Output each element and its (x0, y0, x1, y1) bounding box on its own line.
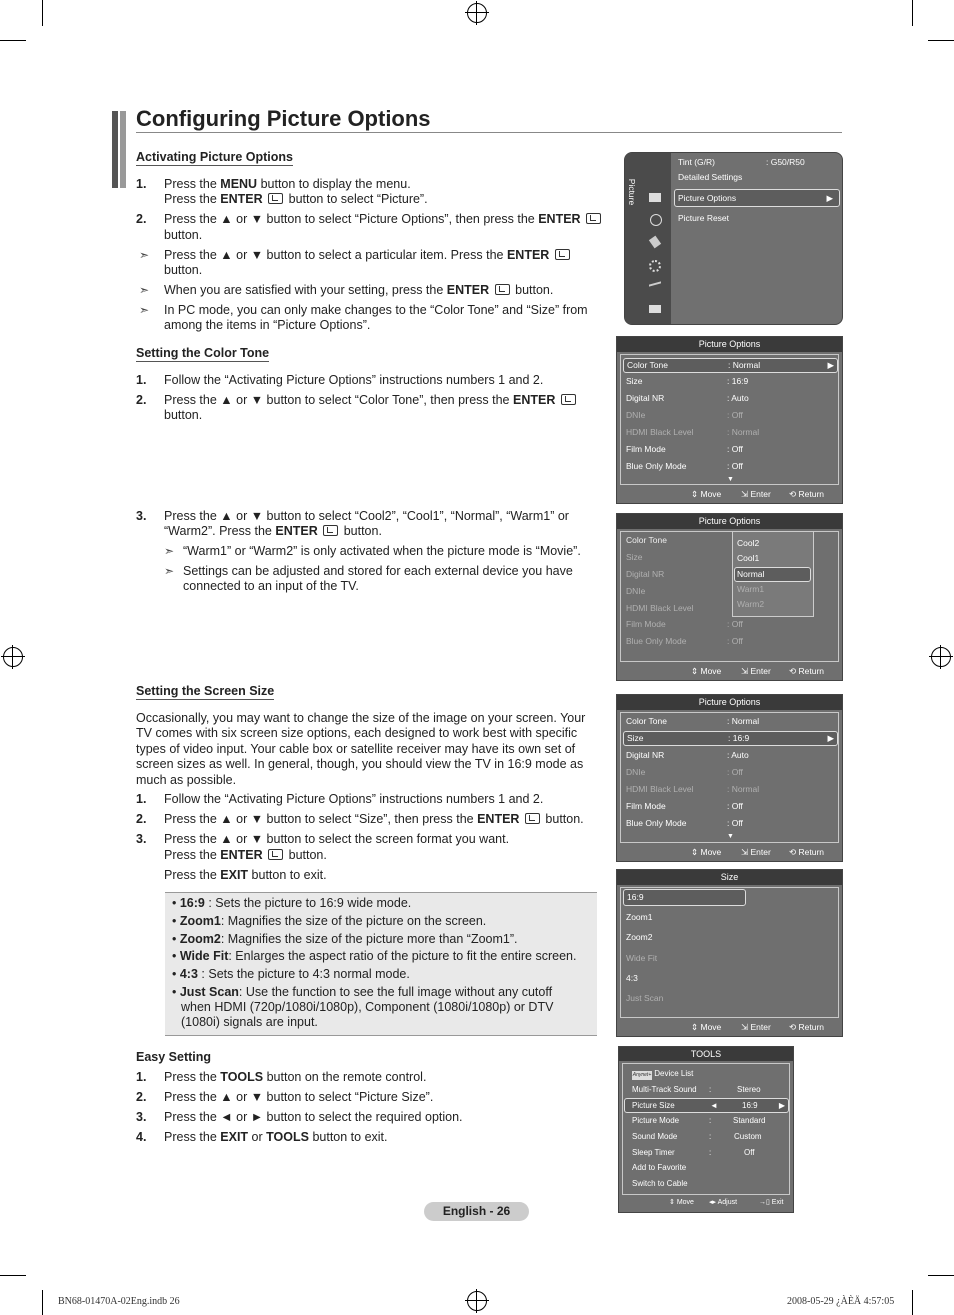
osd-row-label: Color Tone (626, 716, 667, 726)
registration-mark-icon (3, 647, 23, 667)
step-number: 2. (136, 1090, 147, 1104)
step-text: Follow the “Activating Picture Options” instructions numbers 1 and 2. (164, 792, 544, 806)
note-text: In PC mode, you can only make changes to the “Color Tone” and “Size” from (164, 303, 588, 317)
osd-footer: ⇕ Move ⇲ Enter ⟲ Return (691, 847, 824, 857)
step-number: 1. (136, 177, 147, 191)
enter-icon (525, 813, 540, 824)
bullet-item: • Zoom1: Magnifies the size of the picture on the screen. (172, 914, 487, 928)
osd-row-value: : Auto (727, 393, 749, 403)
osd-row-value: : Off (727, 444, 743, 454)
section-heading: Setting the Color Tone (136, 346, 270, 360)
osd-row-value: : Normal (727, 427, 760, 437)
note-arrow-icon: ➣ (164, 564, 175, 578)
osd-row-label[interactable]: Switch to Cable (632, 1179, 688, 1188)
step-number: 3. (136, 1110, 147, 1124)
anynet-logo-icon: Anynet+ (632, 1072, 652, 1078)
bullet-item: • Just Scan: Use the function to see the full image without any cutoff (172, 985, 553, 999)
step-number: 3. (136, 832, 147, 846)
note-arrow-icon: ➣ (139, 248, 150, 262)
right-arrow-icon: ▶ (778, 1101, 785, 1110)
paragraph-line: types of video input. Your cable box or satellite receiver may have its own set of (136, 742, 576, 756)
right-arrow-icon: ▶ (827, 733, 834, 743)
crop-mark (42, 0, 43, 26)
title-bar-accent (120, 111, 126, 188)
note-text: Press the ▲ or ▼ button to select a particular item. Press the ENTER (164, 248, 572, 264)
osd-row-value: Standard (733, 1116, 766, 1125)
size-option-selected[interactable]: 16:9 (623, 889, 746, 906)
crop-mark (928, 40, 954, 41)
osd-selected-row[interactable]: Size : 16:9 ▶ (623, 731, 838, 746)
step-number: 3. (136, 509, 147, 523)
osd-row-label: Detailed Settings (678, 172, 743, 182)
osd-row-label: Multi-Track Sound (632, 1085, 697, 1094)
page-title: Configuring Picture Options (136, 106, 431, 131)
osd-sidebar-label: Picture (627, 178, 638, 206)
osd-row-label: Blue Only Mode (626, 461, 687, 471)
osd-row-label: Digital NR (626, 569, 665, 579)
osd-picture-options (616, 336, 843, 504)
step-text: Follow the “Activating Picture Options” instructions numbers 1 and 2. (164, 373, 544, 387)
right-arrow-icon: ▶ (826, 193, 833, 203)
application-menu-icon (649, 305, 661, 313)
bullet-item: • Wide Fit: Enlarges the aspect ratio of the picture to fit the entire screen. (172, 949, 577, 963)
step-text: Press the ENTER button. (164, 848, 327, 862)
osd-row-label: HDMI Black Level (626, 603, 694, 613)
bullet-item: • Zoom2: Magnifies the size of the picture more than “Zoom1”. (172, 932, 518, 946)
step-text: Press the EXIT button to exit. (164, 868, 327, 882)
note-text: Settings can be adjusted and stored for each external device you have (183, 564, 573, 578)
osd-row-label: Color Tone (626, 535, 667, 545)
osd-row-sep: : (709, 1116, 712, 1125)
osd-row-label: Blue Only Mode (626, 636, 687, 646)
osd-row-sep: : (709, 1085, 712, 1094)
registration-mark-icon (467, 1291, 487, 1311)
osd-row-value: : Off (727, 619, 743, 629)
enter-icon (268, 193, 283, 204)
osd-row-label: Sleep Timer (632, 1148, 675, 1157)
step-number: 2. (136, 212, 147, 226)
step-text: Press the ◄ or ► button to select the required option. (164, 1110, 463, 1124)
osd-footer: ⇕ Move ⇲ Enter ⟲ Return (691, 1022, 824, 1032)
osd-row-sep: : (709, 1148, 712, 1157)
scroll-down-icon: ▼ (727, 476, 734, 483)
osd-row-value: : Normal (727, 784, 760, 794)
osd-row-value: : 16:9 (727, 376, 749, 386)
note-arrow-icon: ➣ (139, 303, 150, 317)
osd-row-value: Off (744, 1148, 755, 1157)
step-text: Press the ▲ or ▼ button to select “Size”, then press the ENTER button. (164, 812, 584, 826)
device-list-row[interactable]: Anynet+ Device List (632, 1069, 694, 1078)
osd-row-label: HDMI Black Level (626, 784, 694, 794)
osd-row-value: : Off (727, 461, 743, 471)
osd-row-label: Film Mode (626, 801, 666, 811)
step-text: Press the MENU button to display the menu. (164, 177, 411, 191)
registration-mark-icon (467, 3, 487, 23)
dropdown-option[interactable]: Cool2 (737, 538, 760, 548)
osd-tools (618, 1046, 794, 1213)
size-option[interactable]: Zoom2 (626, 932, 653, 942)
step-text: Press the ▲ or ▼ button to select the screen format you want. (164, 832, 510, 846)
section-heading: Easy Setting (136, 1050, 212, 1064)
osd-picture-menu (624, 152, 843, 325)
size-option[interactable]: Wide Fit (626, 953, 658, 963)
osd-selected-row[interactable]: Picture Size ◄ 16:9 ▶ (624, 1098, 789, 1113)
osd-row-value: : Auto (727, 750, 749, 760)
osd-size (616, 869, 843, 1037)
print-slug-left: BN68-01470A-02Eng.indb 26 (58, 1296, 180, 1307)
crop-mark (912, 1290, 913, 1315)
osd-row-label: Digital NR (626, 750, 665, 760)
osd-row-value: Custom (734, 1132, 762, 1141)
section-heading: Activating Picture Options (136, 150, 293, 164)
osd-row-label[interactable]: Add to Favorite (632, 1163, 687, 1172)
title-bar-accent (112, 111, 118, 188)
step-number: 4. (136, 1130, 147, 1144)
step-number: 1. (136, 1070, 147, 1084)
bullet-item: when HDMI (720p/1080i/1080p), Component (1080i/1080p) or DTV (181, 1000, 554, 1014)
osd-row-label: Film Mode (626, 444, 666, 454)
osd-row-label: Digital NR (626, 393, 665, 403)
note-text: “Warm1” or “Warm2” is only activated when the picture mode is “Movie”. (183, 544, 581, 558)
enter-icon (561, 394, 576, 405)
paragraph-line: TV comes with six screen size options, each designed to work best with specific (136, 726, 578, 740)
registration-mark-icon (931, 647, 951, 667)
crop-mark (42, 1290, 43, 1315)
step-text: Press the ▲ or ▼ button to select “Picture Size”. (164, 1090, 434, 1104)
note-text: connected to an input of the TV. (183, 579, 359, 593)
dropdown-option[interactable]: Warm2 (737, 599, 765, 609)
osd-selected-row[interactable]: Picture Options ▶ (674, 189, 840, 207)
page-number: English - 26 (424, 1202, 529, 1221)
dropdown-option-selected[interactable]: Normal (734, 567, 811, 582)
setup-gear-icon (649, 260, 661, 272)
note-text: When you are satisfied with your setting, press the ENTER button. (164, 283, 554, 297)
note-text: button. (164, 263, 203, 277)
osd-row-label: DNIe (626, 410, 646, 420)
osd-row-value: : Off (727, 410, 743, 420)
note-arrow-icon: ➣ (164, 544, 175, 558)
osd-footer: ⇕ Move ⇲ Enter ⟲ Return (691, 489, 824, 499)
enter-icon (268, 849, 283, 860)
picture-menu-icon (649, 193, 661, 202)
osd-footer: ⇕ Move ⇲ Enter ⟲ Return (691, 666, 824, 676)
title-rule (136, 132, 842, 133)
osd-row-value: : Off (727, 801, 743, 811)
section-heading: Setting the Screen Size (136, 684, 275, 698)
osd-title: Size (617, 870, 842, 885)
osd-row-label: Picture Mode (632, 1116, 680, 1125)
paragraph-line: much as possible. (136, 773, 237, 787)
osd-title: TOOLS (619, 1047, 793, 1061)
osd-color-tone (616, 513, 843, 681)
crop-mark (0, 40, 26, 41)
enter-icon (586, 213, 601, 224)
osd-row-value: : G50/R50 (766, 157, 805, 167)
step-number: 1. (136, 373, 147, 387)
step-text: Press the ▲ or ▼ button to select “Cool2”, “Cool1”, “Normal”, “Warm1” or (164, 509, 569, 523)
osd-row-value: : Off (727, 767, 743, 777)
osd-row-value: : Off (727, 818, 743, 828)
step-text: Press the ▲ or ▼ button to select “Color Tone”, then press the ENTER (164, 393, 578, 409)
crop-mark (0, 1275, 26, 1276)
color-tone-dropdown[interactable] (732, 531, 814, 617)
size-option[interactable]: 4:3 (626, 973, 638, 983)
osd-footer: ⇕ Move ◂▸ Adjust →▯ Exit (669, 1199, 784, 1206)
crop-mark (912, 0, 913, 26)
osd-row-value: : Normal (727, 716, 760, 726)
dropdown-option[interactable]: Cool1 (737, 553, 760, 563)
osd-picture-options-size (616, 694, 843, 862)
step-text: Press the ENTER button to select “Picture”. (164, 192, 428, 206)
osd-row-label: HDMI Black Level (626, 427, 694, 437)
osd-row-label: Picture Reset (678, 213, 730, 223)
step-text: “Warm2”. Press the ENTER button. (164, 524, 382, 538)
bullet-item: • 4:3 : Sets the picture to 4:3 normal mode. (172, 967, 410, 981)
sound-menu-icon (650, 214, 662, 226)
osd-selected-row[interactable]: Color Tone : Normal ▶ (623, 358, 838, 373)
osd-row-label: Size (626, 376, 643, 386)
note-arrow-icon: ➣ (139, 283, 150, 297)
osd-row-label: Sound Mode (632, 1132, 678, 1141)
size-option[interactable]: Just Scan (626, 993, 664, 1003)
print-slug-right: 2008-05-29 ¿ÀÈÄ 4:57:05 (787, 1296, 895, 1307)
osd-row-label: DNIe (626, 586, 646, 596)
bullet-item: • 16:9 : Sets the picture to 16:9 wide mode. (172, 896, 412, 910)
step-text: button. (164, 228, 203, 242)
step-number: 2. (136, 812, 147, 826)
osd-title: Picture Options (617, 337, 842, 352)
paragraph-line: Occasionally, you may want to change the size of the image on your screen. Your (136, 711, 586, 725)
osd-row-value: : Off (727, 636, 743, 646)
right-arrow-icon: ▶ (827, 360, 834, 370)
step-number: 2. (136, 393, 147, 407)
osd-row-value: Stereo (737, 1085, 761, 1094)
osd-row-label: DNIe (626, 767, 646, 777)
note-text: among the items in “Picture Options”. (164, 318, 371, 332)
osd-row-label: Size (626, 552, 643, 562)
enter-icon (323, 525, 338, 536)
enter-icon (495, 284, 510, 295)
bullet-item: (1080i) signals are input. (181, 1015, 318, 1029)
osd-row-label: Tint (G/R) (678, 157, 715, 167)
osd-title: Picture Options (617, 514, 842, 529)
step-text: button. (164, 408, 203, 422)
osd-row-label: Film Mode (626, 619, 666, 629)
osd-title: Picture Options (617, 695, 842, 710)
size-option[interactable]: Zoom1 (626, 912, 653, 922)
dropdown-option[interactable]: Warm1 (737, 584, 765, 594)
step-text: Press the TOOLS button on the remote control. (164, 1070, 427, 1084)
step-text: Press the ▲ or ▼ button to select “Picture Options”, then press the ENTER (164, 212, 603, 228)
enter-icon (555, 249, 570, 260)
crop-mark (928, 1275, 954, 1276)
osd-row-label: Blue Only Mode (626, 818, 687, 828)
scroll-down-icon: ▼ (727, 833, 734, 840)
step-number: 1. (136, 792, 147, 806)
osd-row-sep: : (709, 1132, 712, 1141)
paragraph-line: screen sizes as well. In general, though, you should view the TV in 16:9 mode as (136, 757, 584, 771)
step-text: Press the EXIT or TOOLS button to exit. (164, 1130, 388, 1144)
